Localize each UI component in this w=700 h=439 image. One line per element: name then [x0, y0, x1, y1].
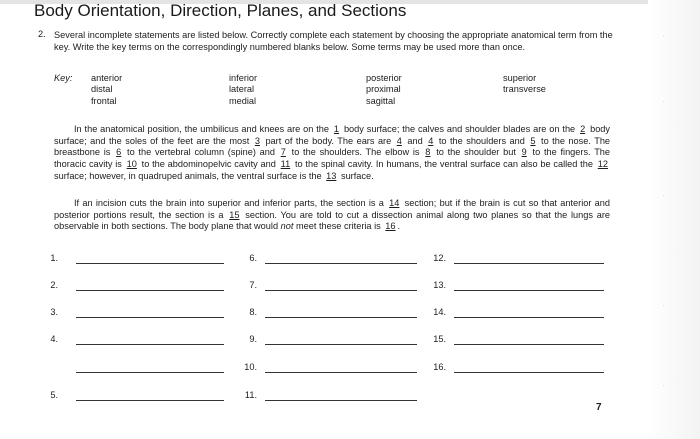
answer-line[interactable]: [454, 290, 604, 291]
blank-number: 7: [280, 147, 286, 158]
text: to the spinal cavity. In humans, the ventral surface can also be called the: [294, 159, 593, 170]
text: If an incision cuts the brain into superior and inferior parts, the section is a: [74, 198, 384, 208]
text: meet these criteria is: [295, 221, 381, 232]
blank-number: 6: [116, 147, 122, 158]
text: In the anatomical position, the umbilicus and knees are on the: [74, 124, 330, 134]
blank-number: 11: [280, 159, 291, 170]
key-label: Key:: [54, 73, 73, 83]
text: to the shoulder but: [436, 147, 516, 158]
blank-number: 12: [597, 159, 608, 170]
question-instructions: Several incomplete statements are listed below. Correctly complete each statement by choosing the appropriate anatomical term from the key. Write the key terms on the correspondingly numbered blanks below. Some terms may be used more than once.: [54, 30, 613, 53]
text: to the abdominopelvic cavity and: [141, 159, 276, 170]
key-term: distal: [91, 84, 113, 95]
blank-number: 8: [425, 147, 431, 158]
key-term: superior: [503, 73, 537, 83]
blank-number: 4: [396, 135, 402, 146]
key-column-2: [229, 73, 257, 107]
key-term: posterior: [366, 73, 402, 83]
answer-line[interactable]: [76, 372, 224, 373]
key-term: anterior: [91, 73, 123, 83]
answer-number: 7.: [249, 280, 257, 290]
text: body surface; the calves and shoulder blades are on the: [343, 124, 576, 134]
key-term: inferior: [229, 73, 258, 83]
blank-number: 1: [333, 124, 340, 134]
text: surface; however, in quadruped animals, the ventral surface is the: [54, 170, 322, 181]
text: to the vertebral column (spine) and: [127, 147, 275, 158]
page-number: 7: [596, 402, 602, 413]
text: part of the body. The ears are: [265, 135, 392, 146]
blank-number: 16: [385, 221, 396, 232]
blank-number: 4: [428, 135, 434, 146]
key-term: transverse: [503, 84, 546, 95]
blank-number: 5: [530, 135, 536, 146]
page-title: Body Orientation, Direction, Planes, and Sections: [34, 1, 407, 20]
key-column-4: [503, 73, 546, 96]
answer-line[interactable]: [265, 290, 417, 291]
text: section. You are told to cut a dissection animal along two planes so that the lungs are observable in both sections. The body plane that would: [54, 209, 610, 232]
emphasis: not: [280, 221, 294, 232]
text: to the shoulders. The elbow is: [291, 147, 420, 158]
answer-number: 14.: [433, 307, 446, 317]
key-term: sagittal: [366, 95, 396, 106]
text: to the shoulders and: [438, 135, 525, 146]
text: to the fingers. The thoracic cavity is: [54, 147, 611, 170]
page-edge-shadow: · · · · ·: [648, 0, 700, 439]
key-column-3: [366, 73, 402, 107]
blank-number: 14: [389, 198, 400, 208]
text: body surface; and the soles of the feet are the most: [54, 124, 611, 146]
key-term: medial: [229, 95, 257, 106]
answer-line[interactable]: [265, 317, 417, 318]
key-term: proximal: [366, 84, 401, 95]
answer-number: 10.: [244, 362, 257, 372]
text: section; but if the brain is cut so that anterior and posterior portions result, the section is a: [54, 198, 611, 220]
answer-line[interactable]: [454, 344, 604, 345]
answer-line[interactable]: [265, 263, 417, 264]
answer-line[interactable]: [265, 400, 417, 401]
blank-number: 2: [580, 124, 586, 134]
answer-line[interactable]: [454, 372, 604, 373]
answer-number: 4.: [50, 334, 58, 344]
key-term: lateral: [229, 84, 255, 95]
answer-number: 8.: [249, 307, 257, 317]
answer-number: 3.: [50, 307, 58, 317]
answer-number: 2.: [50, 280, 58, 290]
text: .: [397, 221, 401, 232]
answer-number: 6.: [249, 253, 257, 263]
blank-number: 13: [326, 170, 337, 181]
answer-line[interactable]: [76, 344, 224, 345]
statement-paragraph-1: [54, 124, 610, 183]
answer-line[interactable]: [76, 290, 224, 291]
answer-line[interactable]: [76, 400, 224, 401]
statement-paragraph-2: [54, 198, 610, 233]
answer-number: 5.: [50, 390, 58, 400]
answer-line[interactable]: [76, 317, 224, 318]
text: to the nose. The breastbone is: [54, 135, 611, 158]
text: and: [407, 135, 423, 146]
answer-number: 1.: [50, 253, 58, 263]
answer-line[interactable]: [76, 263, 224, 264]
blank-number: 9: [521, 147, 527, 158]
answer-number: 9.: [249, 334, 257, 344]
blank-number: 15: [229, 209, 240, 220]
answer-line[interactable]: [454, 263, 604, 264]
answer-number: 15.: [433, 334, 446, 344]
blank-number: 3: [254, 135, 260, 146]
key-column-1: [91, 73, 122, 107]
answer-line[interactable]: [265, 372, 417, 373]
answer-number: 16.: [433, 362, 446, 372]
text: surface.: [340, 170, 374, 181]
answer-number: 11.: [244, 390, 257, 400]
key-term: frontal: [91, 95, 117, 106]
answer-line[interactable]: [454, 317, 604, 318]
answer-line[interactable]: [265, 344, 417, 345]
question-number: 2.: [38, 29, 46, 39]
answer-number: 12.: [433, 253, 446, 263]
blank-number: 10: [126, 159, 137, 170]
answer-number: 13.: [433, 280, 446, 290]
